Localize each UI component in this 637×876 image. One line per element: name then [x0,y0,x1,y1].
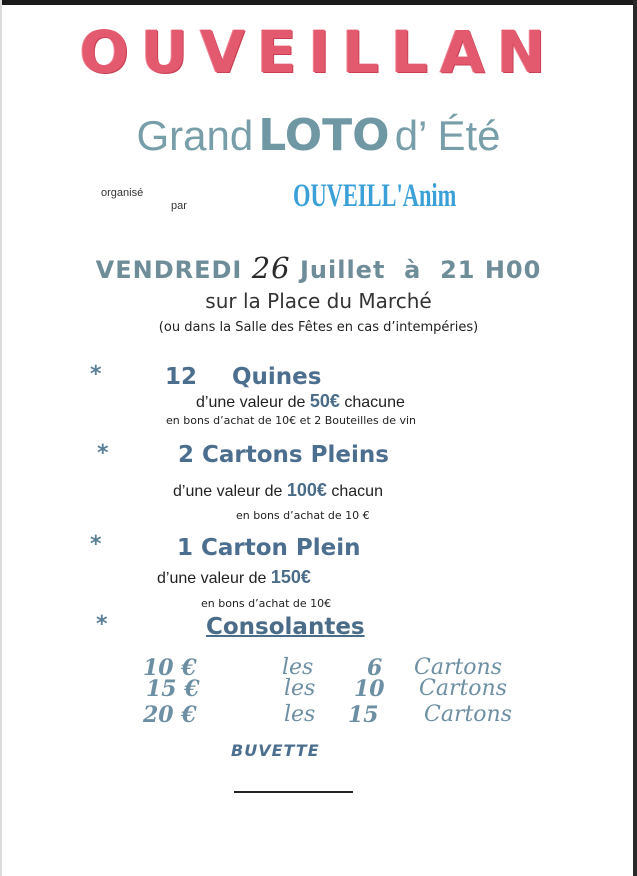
price-row-3-unit: Cartons [424,702,513,727]
date-day: VENDREDI [95,256,243,284]
carton-plein-desc [157,567,311,588]
cartons-pleins-desc-pre: d’une valeur de [173,483,283,500]
price-row-1-les: les [282,655,314,680]
carton-plein-value: 150€ [270,567,311,587]
event-prefix: Grand [136,112,254,159]
cartons-pleins-desc-post: chacun [331,483,383,500]
cartons-pleins-value: 100€ [286,480,327,500]
buvette-label: BUVETTE [231,741,320,760]
bullet-carton-plein: * [90,532,102,557]
date-at: à [404,256,422,284]
date-time: 21 H00 [440,256,542,284]
carton-plein-desc-pre: d’une valeur de [157,570,267,587]
date-month: Juillet [299,256,386,284]
organizer-par: par [171,200,187,212]
cartons-pleins-detail: en bons d’achat de 10 € [236,509,370,522]
town-title: OUVEILLAN [79,18,558,86]
event-location: sur la Place du Marché [205,289,432,313]
cartons-pleins-desc [173,480,383,501]
event-suffix: d’ Été [394,112,501,159]
bullet-quines: * [90,362,102,387]
event-location-alt: (ou dans la Salle des Fêtes en cas d’intempéries) [158,320,479,335]
quines-count: 12 [165,364,198,390]
price-row-3-les: les [284,702,316,727]
price-row-1-price: 10 € [143,655,197,681]
quines-title: Quines [232,364,322,390]
bullet-consolantes: * [96,612,108,637]
price-row-3-qty: 15 [348,702,379,728]
organizer-name: OUVEILL'Anim [293,178,457,214]
price-row-2-unit: Cartons [419,676,508,701]
organizer-label: organisé [101,187,144,199]
cartons-pleins-title: 2 Cartons Pleins [178,442,389,468]
bullet-cartons-pleins: * [97,441,109,466]
consolantes-title: Consolantes [206,614,365,640]
price-row-3-price: 20 € [143,702,197,728]
event-main: LOTO [258,110,390,161]
price-row-2-qty: 10 [354,676,385,702]
carton-plein-detail: en bons d’achat de 10€ [201,597,332,610]
quines-detail: en bons d’achat de 10€ et 2 Bouteilles de vin [166,414,417,427]
quines-value: 50€ [309,391,340,411]
price-row-2-les: les [284,676,316,701]
quines-desc [196,391,405,412]
price-row-1-unit: Cartons [414,655,503,680]
bottom-rule [234,791,353,793]
event-title [0,110,637,161]
date-number: 26 [251,251,291,285]
price-row-2-price: 15 € [146,676,200,702]
scan-edge-top [0,0,637,5]
quines-desc-pre: d’une valeur de [196,394,306,411]
price-row-1-qty: 6 [367,655,383,681]
event-date [0,251,637,285]
carton-plein-title: 1 Carton Plein [177,535,361,561]
quines-desc-post: chacune [344,394,405,411]
